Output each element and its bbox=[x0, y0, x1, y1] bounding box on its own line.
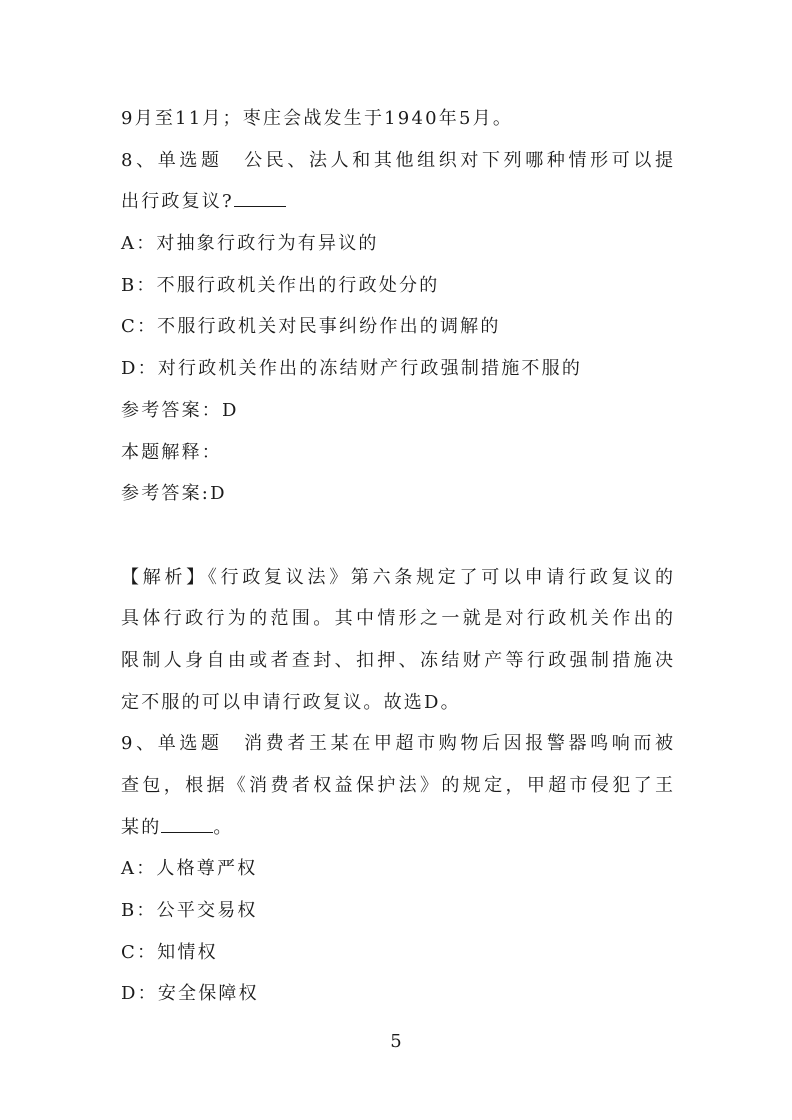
question-9-stem-end: 。 bbox=[213, 816, 234, 838]
question-8-answer-repeat: 参考答案:D bbox=[121, 483, 227, 505]
explanation-line: 限制人身自由或者查封、扣押、冻结财产等行政强制措施决 bbox=[121, 649, 673, 671]
question-9-stem-line: 查包，根据《消费者权益保护法》的规定，甲超市侵犯了王 bbox=[121, 775, 673, 796]
question-9-stem-line bbox=[121, 807, 673, 849]
page-content bbox=[121, 98, 673, 1015]
text-line: 9月至11月；枣庄会战发生于1940年5月。 bbox=[121, 108, 514, 129]
question-8-option-c: C：不服行政机关对民事纠纷作出的调解的 bbox=[121, 316, 501, 338]
answer-blank bbox=[161, 816, 213, 833]
question-9-stem-line: 9、单选题 消费者王某在甲超市购物后因报警器鸣响而被 bbox=[121, 733, 673, 755]
question-8-stem-line bbox=[121, 181, 673, 223]
question-9-option-b: B：公平交易权 bbox=[121, 900, 258, 922]
page-number: 5 bbox=[390, 1031, 402, 1052]
question-8-option-d: D：对行政机关作出的冻结财产行政强制措施不服的 bbox=[121, 358, 583, 380]
question-9-option-a: A：人格尊严权 bbox=[121, 858, 258, 880]
question-8-option-b: B：不服行政机关作出的行政处分的 bbox=[121, 274, 440, 296]
question-8-stem-text: 出行政复议? bbox=[121, 191, 234, 213]
question-9-option-c: C：知情权 bbox=[121, 941, 218, 963]
answer-blank bbox=[234, 190, 286, 207]
question-9-stem-text: 某的 bbox=[121, 816, 162, 838]
question-8-answer: 参考答案：D bbox=[121, 399, 239, 421]
explanation-line: 定不服的可以申请行政复议。故选D。 bbox=[121, 691, 461, 713]
question-9-option-d: D：安全保障权 bbox=[121, 983, 259, 1005]
explanation-line: 【解析】《行政复议法》第六条规定了可以申请行政复议的 bbox=[121, 566, 673, 588]
question-8-stem-line: 8、单选题 公民、法人和其他组织对下列哪种情形可以提 bbox=[121, 149, 673, 171]
question-8-option-a: A：对抽象行政行为有异议的 bbox=[121, 233, 379, 255]
question-8-explanation-label: 本题解释： bbox=[121, 441, 222, 463]
explanation-line: 具体行政行为的范围。其中情形之一就是对行政机关作出的 bbox=[121, 608, 673, 630]
paragraph-gap bbox=[121, 515, 673, 557]
